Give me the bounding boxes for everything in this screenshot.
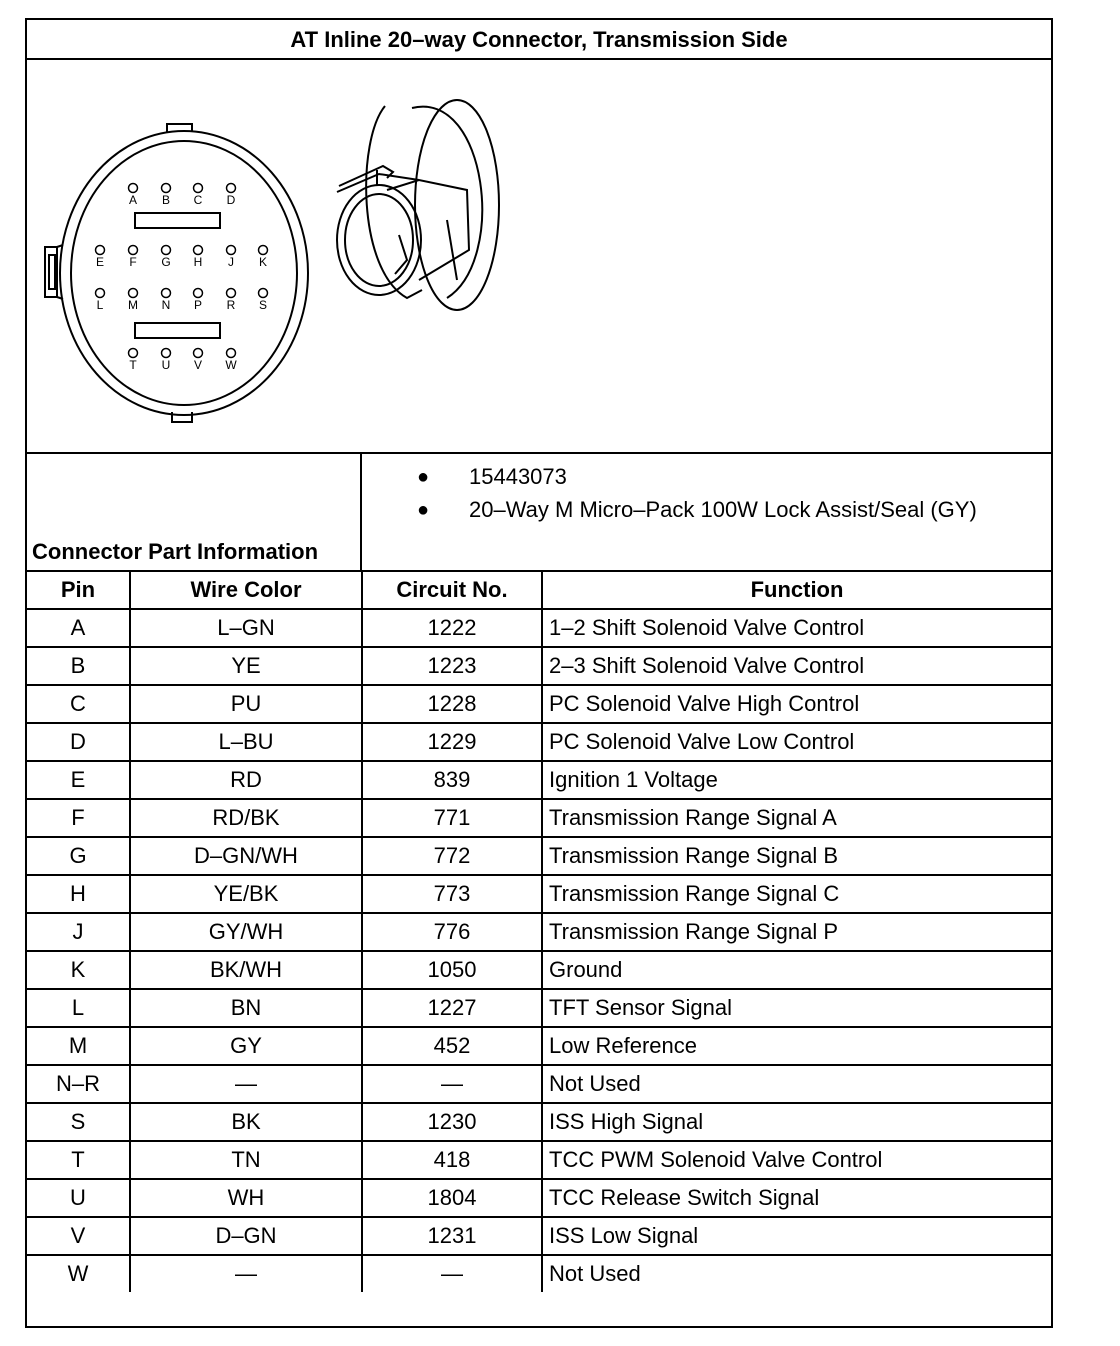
header-function: Function [542,572,1051,609]
pin-cell: V [27,1217,130,1255]
cavity-hole [194,246,203,255]
table-row [27,1255,1051,1292]
pin-cell: D [27,723,130,761]
connector-document [25,18,1053,1328]
table-row [27,1179,1051,1217]
function-cell: ISS Low Signal [542,1217,1051,1255]
function-cell: Transmission Range Signal A [542,799,1051,837]
function-cell: Not Used [542,1255,1051,1292]
circuit-number-cell: 1228 [362,685,542,723]
circuit-number-cell: 1227 [362,989,542,1027]
pin-cell: T [27,1141,130,1179]
cavity-hole [259,289,268,298]
pinout-table [27,572,1051,1292]
cavity-hole [162,289,171,298]
cavity-label: P [193,298,203,312]
pin-cell: L [27,989,130,1027]
cavity-label: L [96,298,104,312]
wire-color-cell: RD/BK [130,799,362,837]
wire-color-cell: BK/WH [130,951,362,989]
table-row [27,609,1051,647]
pin-cell: B [27,647,130,685]
wire-color-cell: D–GN/WH [130,837,362,875]
function-cell: PC Solenoid Valve Low Control [542,723,1051,761]
connector-face [45,124,308,422]
circuit-number-cell: 773 [362,875,542,913]
function-cell: TCC Release Switch Signal [542,1179,1051,1217]
table-row [27,913,1051,951]
wire-color-cell: GY [130,1027,362,1065]
table-row [27,647,1051,685]
circuit-number-cell: 1229 [362,723,542,761]
table-row [27,685,1051,723]
wire-color-cell: L–GN [130,609,362,647]
header-wire-color: Wire Color [130,572,362,609]
circuit-number-cell: — [362,1065,542,1103]
pin-cell: H [27,875,130,913]
cavity-hole [162,246,171,255]
part-number-item [417,464,977,497]
function-cell: Ignition 1 Voltage [542,761,1051,799]
pin-cell: W [27,1255,130,1292]
circuit-number-cell: 1231 [362,1217,542,1255]
cavity-hole [259,246,268,255]
cavity-hole [129,184,138,193]
cavity-hole [194,349,203,358]
function-cell: TFT Sensor Signal [542,989,1051,1027]
wire-color-cell: YE/BK [130,875,362,913]
circuit-number-cell: 1223 [362,647,542,685]
wire-color-cell: GY/WH [130,913,362,951]
cavity-hole [162,349,171,358]
function-cell: Transmission Range Signal P [542,913,1051,951]
circuit-number-cell: 1230 [362,1103,542,1141]
pin-cell: J [27,913,130,951]
cavity-label: F [129,255,137,269]
connector-drawing [27,60,1051,452]
cavity-label: V [193,358,203,372]
wire-color-cell: BK [130,1103,362,1141]
table-row [27,761,1051,799]
header-pin: Pin [27,572,130,609]
table-row [27,799,1051,837]
function-cell: PC Solenoid Valve High Control [542,685,1051,723]
cavity-label: D [226,193,236,207]
connector-illustration [27,60,1051,454]
table-row [27,875,1051,913]
circuit-number-cell: 839 [362,761,542,799]
wire-color-cell: RD [130,761,362,799]
cavity-label: W [225,358,237,372]
pin-cell: E [27,761,130,799]
wire-color-cell: — [130,1255,362,1292]
circuit-number-cell: 418 [362,1141,542,1179]
table-row [27,1217,1051,1255]
cavity-label: U [161,358,171,372]
table-row [27,989,1051,1027]
cavity-hole [129,289,138,298]
cavity-hole [227,289,236,298]
function-cell: 2–3 Shift Solenoid Valve Control [542,647,1051,685]
cavity-hole [96,246,105,255]
wire-color-cell: WH [130,1179,362,1217]
table-row [27,1065,1051,1103]
table-body [27,609,1051,1292]
cavity-label: M [128,298,138,312]
wire-color-cell: D–GN [130,1217,362,1255]
cavity-hole [129,349,138,358]
pin-cell: F [27,799,130,837]
cavity-label: K [258,255,268,269]
cavity-label: G [161,255,171,269]
header-circuit-no: Circuit No. [362,572,542,609]
part-information-label-cell [27,454,362,570]
pin-cell: A [27,609,130,647]
connector-description-item [417,497,977,530]
cavity-hole [129,246,138,255]
pin-cell: S [27,1103,130,1141]
document-title: AT Inline 20–way Connector, Transmission Side [27,20,1051,60]
cavity-hole [96,289,105,298]
pin-cell: G [27,837,130,875]
cavity-label: N [161,298,171,312]
cavity-label: S [258,298,268,312]
cavity-hole [227,184,236,193]
cavity-hole [194,184,203,193]
pin-cell: N–R [27,1065,130,1103]
cavity-hole [227,246,236,255]
pin-cell: U [27,1179,130,1217]
function-cell: Ground [542,951,1051,989]
function-cell: Not Used [542,1065,1051,1103]
cavity-label: T [129,358,137,372]
table-row [27,1103,1051,1141]
function-cell: Transmission Range Signal B [542,837,1051,875]
circuit-number-cell: 772 [362,837,542,875]
circuit-number-cell: 1050 [362,951,542,989]
bullet-icon: ● [417,499,430,521]
wire-color-cell: PU [130,685,362,723]
table-row [27,1027,1051,1065]
pin-cell: K [27,951,130,989]
pin-cell: M [27,1027,130,1065]
function-cell: ISS High Signal [542,1103,1051,1141]
table-row [27,951,1051,989]
part-number: 15443073 [469,464,567,489]
cavity-hole [162,184,171,193]
part-information-list [417,464,977,530]
wire-color-cell: TN [130,1141,362,1179]
function-cell: 1–2 Shift Solenoid Valve Control [542,609,1051,647]
cavity-layer [96,184,268,373]
cavity-label: C [193,193,203,207]
wire-color-cell: L–BU [130,723,362,761]
function-cell: Low Reference [542,1027,1051,1065]
table-row [27,723,1051,761]
function-cell: Transmission Range Signal C [542,875,1051,913]
circuit-number-cell: 1222 [362,609,542,647]
function-cell: TCC PWM Solenoid Valve Control [542,1141,1051,1179]
connector-description: 20–Way M Micro–Pack 100W Lock Assist/Seal (GY) [469,497,977,522]
circuit-number-cell: — [362,1255,542,1292]
bullet-icon: ● [417,466,430,488]
mating-connector-body [337,100,499,310]
cavity-label: R [226,298,236,312]
cavity-hole [227,349,236,358]
part-information-section [27,454,1051,572]
circuit-number-cell: 771 [362,799,542,837]
table-header-row [27,572,1051,609]
circuit-number-cell: 776 [362,913,542,951]
wire-color-cell: BN [130,989,362,1027]
wire-color-cell: — [130,1065,362,1103]
wire-color-cell: YE [130,647,362,685]
cavity-label: J [228,255,234,269]
cavity-label: A [128,193,138,207]
cavity-label: E [95,255,105,269]
cavity-label: H [193,255,203,269]
pin-cell: C [27,685,130,723]
cavity-hole [194,289,203,298]
part-information-label: Connector Part Information [32,539,319,564]
table-row [27,1141,1051,1179]
circuit-number-cell: 1804 [362,1179,542,1217]
circuit-number-cell: 452 [362,1027,542,1065]
cavity-label: B [161,193,171,207]
table-row [27,837,1051,875]
